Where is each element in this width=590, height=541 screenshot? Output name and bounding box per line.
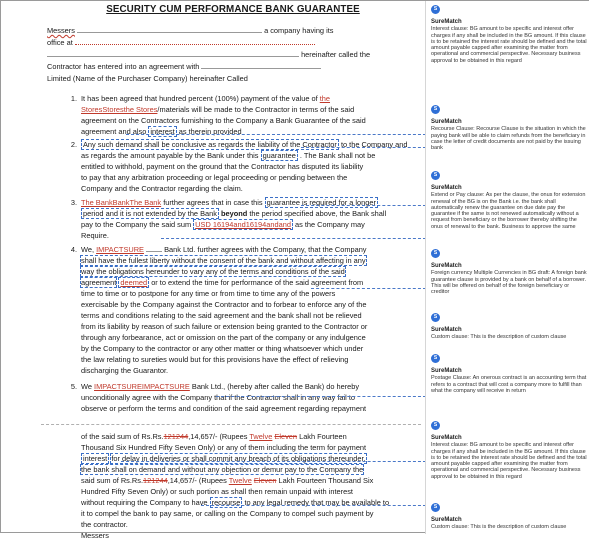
user-avatar-icon: S <box>431 354 440 363</box>
para-2-number: 2. <box>70 140 77 149</box>
intro-line-2: office at <box>47 37 315 48</box>
user-avatar-icon: S <box>431 5 440 14</box>
comment-author: SureMatch <box>431 19 462 25</box>
comment-author: SureMatch <box>431 263 462 269</box>
comment-card[interactable] <box>431 249 587 295</box>
para-6-line-2: Thousand Six Hundred Fifty Seven Only) or any of them including the term for payment <box>81 443 367 452</box>
comment-card[interactable] <box>431 171 587 230</box>
para-2-line-2: as regards the amount payable by the Bank under this guarantee . The Bank shall not be <box>81 151 376 160</box>
comment-card[interactable] <box>431 5 587 64</box>
user-avatar-icon: S <box>431 249 440 258</box>
para-1-line-4: agreement and also interest as therein provided <box>81 127 242 136</box>
para-4-line-4: agreement deemed or to extend the time for performance of the said agreement from <box>81 278 364 287</box>
comment-text: Interest clause: BG amount to be specific and interest offer charges if any shall be included in the BG amount. If this clause is to be retained the interest rate should be defined and the total amount payable capped after examining the matter from operational and commercial perspective. Necessary business approval to be obtained in this regard <box>431 26 587 64</box>
document-title: SECURITY CUM PERFORMANCE BANK GUARANTEE <box>106 4 360 15</box>
comment-connector-2 <box>301 147 426 148</box>
comment-connector-6 <box>216 396 426 397</box>
document-page[interactable] <box>47 1 419 540</box>
comments-pane <box>426 1 590 534</box>
para-4-line-8: from its liability by reason of such failure or extension being granted to the Contractor or <box>81 322 368 331</box>
para-4-line-1: We, IMPACTSURE Bank Ltd. further agrees with the Company, that the Company <box>81 245 367 254</box>
comment-author: SureMatch <box>431 435 462 441</box>
comment-text: Postage Clause: An onerous contract is an accounting term that refers to a contract that will cost a company more to fulfill than what the company will receive in return <box>431 375 587 394</box>
comment-connector-5 <box>311 288 426 289</box>
intro-line-3: hereinafter called the <box>47 49 370 60</box>
blank-field[interactable] <box>77 32 262 33</box>
para-6-line-9: the contractor. <box>81 520 128 529</box>
para-4-line-12: discharging the Guarantor. <box>81 366 169 375</box>
para-6-line-8: it to compel the bank to pay same, or calling on the Company to compel such payment by <box>81 509 374 518</box>
page-break <box>41 424 421 426</box>
para-4-line-2: shall have the fullest liberty without the consent of the bank and without affecting in any <box>81 256 366 265</box>
para-1-number: 1. <box>70 94 77 103</box>
user-avatar-icon: S <box>431 503 440 512</box>
highlight-guarantee[interactable]: guarantee <box>262 151 296 160</box>
highlight-interest-2[interactable]: interest <box>83 454 108 463</box>
comment-text: Extend or Pay clause: As per the clause, the onus for extension renewal of the BG is on the Bank i.e. the bank shall automatically renew the guarantee on due date pay the guarantee if the same is not renewed automatically without a request from beneficiary or the borrower thereby shifting the onus of renewal to the bank. Business to approve the same <box>431 192 586 230</box>
comment-card[interactable] <box>431 354 587 394</box>
para-2-line-4: to pay that any arbitration proceeding or legal proceeding or pending between the <box>81 173 348 182</box>
comment-author: SureMatch <box>431 119 462 125</box>
comment-text: Foreign currency Multiple Currencies in BG draft: A foreign bank guarantee clause is provided by a bank on behalf of a borrower. This will be offered on behalf of the foreign beneficiary or creditor <box>431 270 587 296</box>
highlight-liability[interactable]: Any such demand shall be conclusive as regards the liability of the Contractor <box>83 140 337 149</box>
para-6-line-3: interest for delay in deliveries or shall commit any breach of its obligations thereunder, <box>83 454 366 463</box>
blank-field-2[interactable] <box>47 56 299 57</box>
comment-card[interactable] <box>431 313 587 341</box>
para-2-line-1: Any such demand shall be conclusive as regards the liability of the Contractor to the Company and <box>83 140 408 149</box>
para-2-line-3: entitled to withhold, payment on the ground that the Contractor has disputed its liability <box>81 162 364 171</box>
highlight-usd-amount[interactable]: USD 16194and16194andand <box>195 220 291 229</box>
intro-line-5: Limited (Name of the Purchaser Company) hereinafter Called <box>47 74 248 83</box>
comment-author: SureMatch <box>431 517 462 523</box>
para-6-line-5: said sum of Rs.Rs.121244,14,657/- (Rupees Twelve Eleven Lakh Fourteen Thousand Six <box>81 476 374 485</box>
para-5-line-3: observe or perform the terms and condition of the said agreement regarding repayment <box>81 404 367 413</box>
para-2-line-5: Company and the Contractor regarding the claim. <box>81 184 243 193</box>
comment-card[interactable] <box>431 421 587 480</box>
comment-author: SureMatch <box>431 185 462 191</box>
para-4-line-11: the law relating to sureties would but for this provisions have the effect of relieving <box>81 355 349 364</box>
comment-connector-7 <box>121 461 426 462</box>
para-3-line-1: The BankBankThe Bank further agrees that in case this guarantee is required for a longer <box>81 198 376 207</box>
intro-line-4: Contractor has entered into an agreement with <box>47 61 321 72</box>
user-avatar-icon: S <box>431 421 440 430</box>
comment-connector-3 <box>301 205 426 206</box>
para-6-line-1: of the said sum of Rs.Rs.121244,14,657/- (Rupees Twelve Eleven Lakh Fourteen <box>81 432 347 441</box>
para-3-line-4: Require. <box>81 231 109 240</box>
para-4-line-9: through any forbearance, act or omission on the part of the company or any indulgence <box>81 333 366 342</box>
para-3-line-2: period and it is not extended by the Bank beyond the period specified above, the Bank shall <box>83 209 387 218</box>
para-4-line-3: way the obligations hereunder to vary any of the terms and conditions of the said <box>81 267 345 276</box>
para-4-line-6: exercisable by the Company against the Contractor and to forbear to enforce any of the <box>81 300 367 309</box>
para-4-line-5: time to time or to postpone for any time or from time to time any of the powers <box>81 289 336 298</box>
para-1-line-3: agreement on the Contractors furnishing to the Company a Bank Guarantee of the said <box>81 116 366 125</box>
para-5-line-2: unconditionally agree with the Company that if the Contractor shall in any way fail to <box>81 393 356 402</box>
intro-line-1: Messers a company having its <box>47 26 334 35</box>
comment-text: Custom clause: This is the description of custom clause <box>431 334 567 341</box>
comment-author: SureMatch <box>431 368 462 374</box>
para-6-line-6: Hundred Fifty Seven Only) or such portion as shall then remain unpaid with interest <box>81 487 353 496</box>
para-1-line-1: It has been agreed that hundred percent (100%) payment of the value of the <box>81 94 331 103</box>
para-3-number: 3. <box>70 198 77 207</box>
user-avatar-icon: S <box>431 171 440 180</box>
user-avatar-icon: S <box>431 105 440 114</box>
comment-card[interactable] <box>431 105 587 151</box>
comment-text: Custom clause: This is the description of custom clause <box>431 524 567 531</box>
para-5-number: 5. <box>70 382 77 391</box>
para-5-line-1: We IMPACTSUREIMPACTSURE Bank Ltd., (hereby after called the Bank) do hereby <box>81 382 360 391</box>
highlight-interest[interactable]: interest <box>150 127 175 136</box>
comment-text: Interest clause: BG amount to be specific and interest offer charges if any shall be included in the BG amount. If this clause is to be retained the interest rate should be defined and the total amount payable capped after examining the matter from operational and commercial perspective. Necessary business approval to be obtained in this regard <box>431 442 587 480</box>
comment-author: SureMatch <box>431 327 462 333</box>
comment-connector-1 <box>126 134 426 135</box>
highlight-recourse[interactable]: recourse <box>211 498 241 507</box>
blank-field-3[interactable] <box>201 68 321 69</box>
para-1-line-2: StoresStoresthe Stores/materials will be made to the Contractor in terms of the said <box>81 105 355 114</box>
redacted-address[interactable] <box>75 44 315 45</box>
comment-connector-4 <box>161 238 426 239</box>
para-6-line-7: without requiring the Company to have recourse to any legal remedy that may be available to <box>81 498 390 507</box>
comment-card[interactable] <box>431 503 587 531</box>
highlight-longer-period[interactable]: guarantee is required for a longer <box>266 198 376 207</box>
comment-text: Recourse Clause: Recourse Clause is the situation in which the paying bank will be able to claim refunds from the beneficiary in case the letter of credit documents are not paid by the issuing bank <box>431 126 586 152</box>
comment-connector-8 <box>201 505 426 506</box>
user-avatar-icon: S <box>431 313 440 322</box>
para-6-line-10: Messers <box>81 531 109 540</box>
para-6-line-4: the bank shall on demand and without any objection or demur pay to the Company the <box>81 465 364 474</box>
para-4-line-7: terms and conditions relating to the said agreement and the bank shall not be relieved <box>81 311 362 320</box>
para-3-line-3: pay to the Company the said sum USD 16194and16194andand as the Company may <box>81 220 365 229</box>
para-4-line-10: by the Company to the contractor or any other matter or thing whatsoever which under <box>81 344 364 353</box>
para-4-number: 4. <box>70 245 77 254</box>
